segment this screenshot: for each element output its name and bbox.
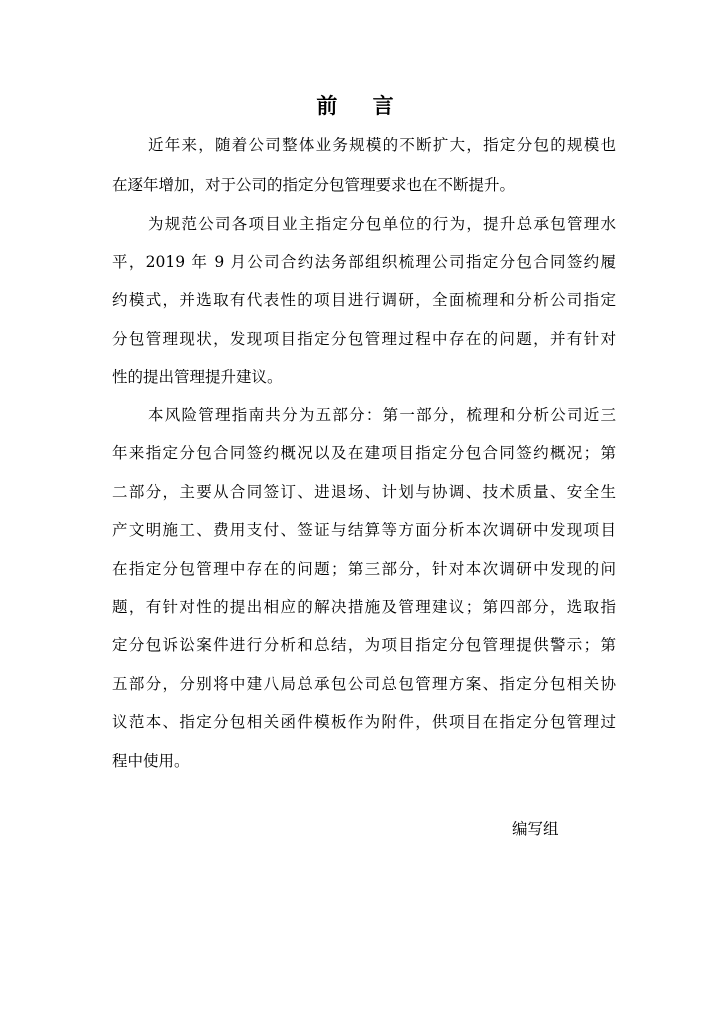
paragraph-3-line-10: 程中使用。 (112, 752, 190, 770)
paragraph-3-line-1: 本风险管理指南共分为五部分：第一部分，梳理和分析公司近三 (148, 406, 616, 424)
paragraph-3-line-4: 产文明施工、费用支付、签证与结算等方面分析本次调研中发现项目 (112, 521, 616, 539)
paragraph-2-line-1: 为规范公司各项目业主指定分包单位的行为，提升总承包管理水 (148, 215, 616, 233)
paragraph-3-line-5: 在指定分包管理中存在的问题；第三部分，针对本次调研中发现的问 (112, 560, 616, 578)
paragraph-3-line-3: 二部分，主要从合同签订、进退场、计划与协调、技术质量、安全生 (112, 483, 616, 501)
signature: 编写组 (512, 820, 559, 838)
paragraph-2-line-2: 平，2019 年 9 月公司合约法务部组织梳理公司指定分包合同签约履 (112, 253, 616, 271)
paragraph-3-line-7: 定分包诉讼案件进行分析和总结，为项目指定分包管理提供警示；第 (112, 636, 616, 654)
paragraph-3-line-2: 年来指定分包合同签约概况以及在建项目指定分包合同签约概况；第 (112, 444, 616, 462)
paragraph-1-line-2: 在逐年增加，对于公司的指定分包管理要求也在不断提升。 (112, 176, 516, 194)
paragraph-3-line-9: 议范本、指定分包相关函件模板作为附件，供项目在指定分包管理过 (112, 713, 616, 731)
paragraph-3-line-8: 五部分，分别将中建八局总承包公司总包管理方案、指定分包相关协 (112, 675, 616, 693)
paragraph-2-line-3: 约模式，并选取有代表性的项目进行调研，全面梳理和分析公司指定 (112, 291, 616, 309)
paragraph-1-line-1: 近年来，随着公司整体业务规模的不断扩大，指定分包的规模也 (148, 136, 616, 154)
paragraph-2-line-5: 性的提出管理提升建议。 (112, 368, 283, 386)
page-title: 前 言 (316, 93, 408, 118)
paragraph-2-line-4: 分包管理现状，发现项目指定分包管理过程中存在的问题，并有针对 (112, 330, 616, 348)
paragraph-3-line-6: 题，有针对性的提出相应的解决措施及管理建议；第四部分，选取指 (112, 598, 616, 616)
